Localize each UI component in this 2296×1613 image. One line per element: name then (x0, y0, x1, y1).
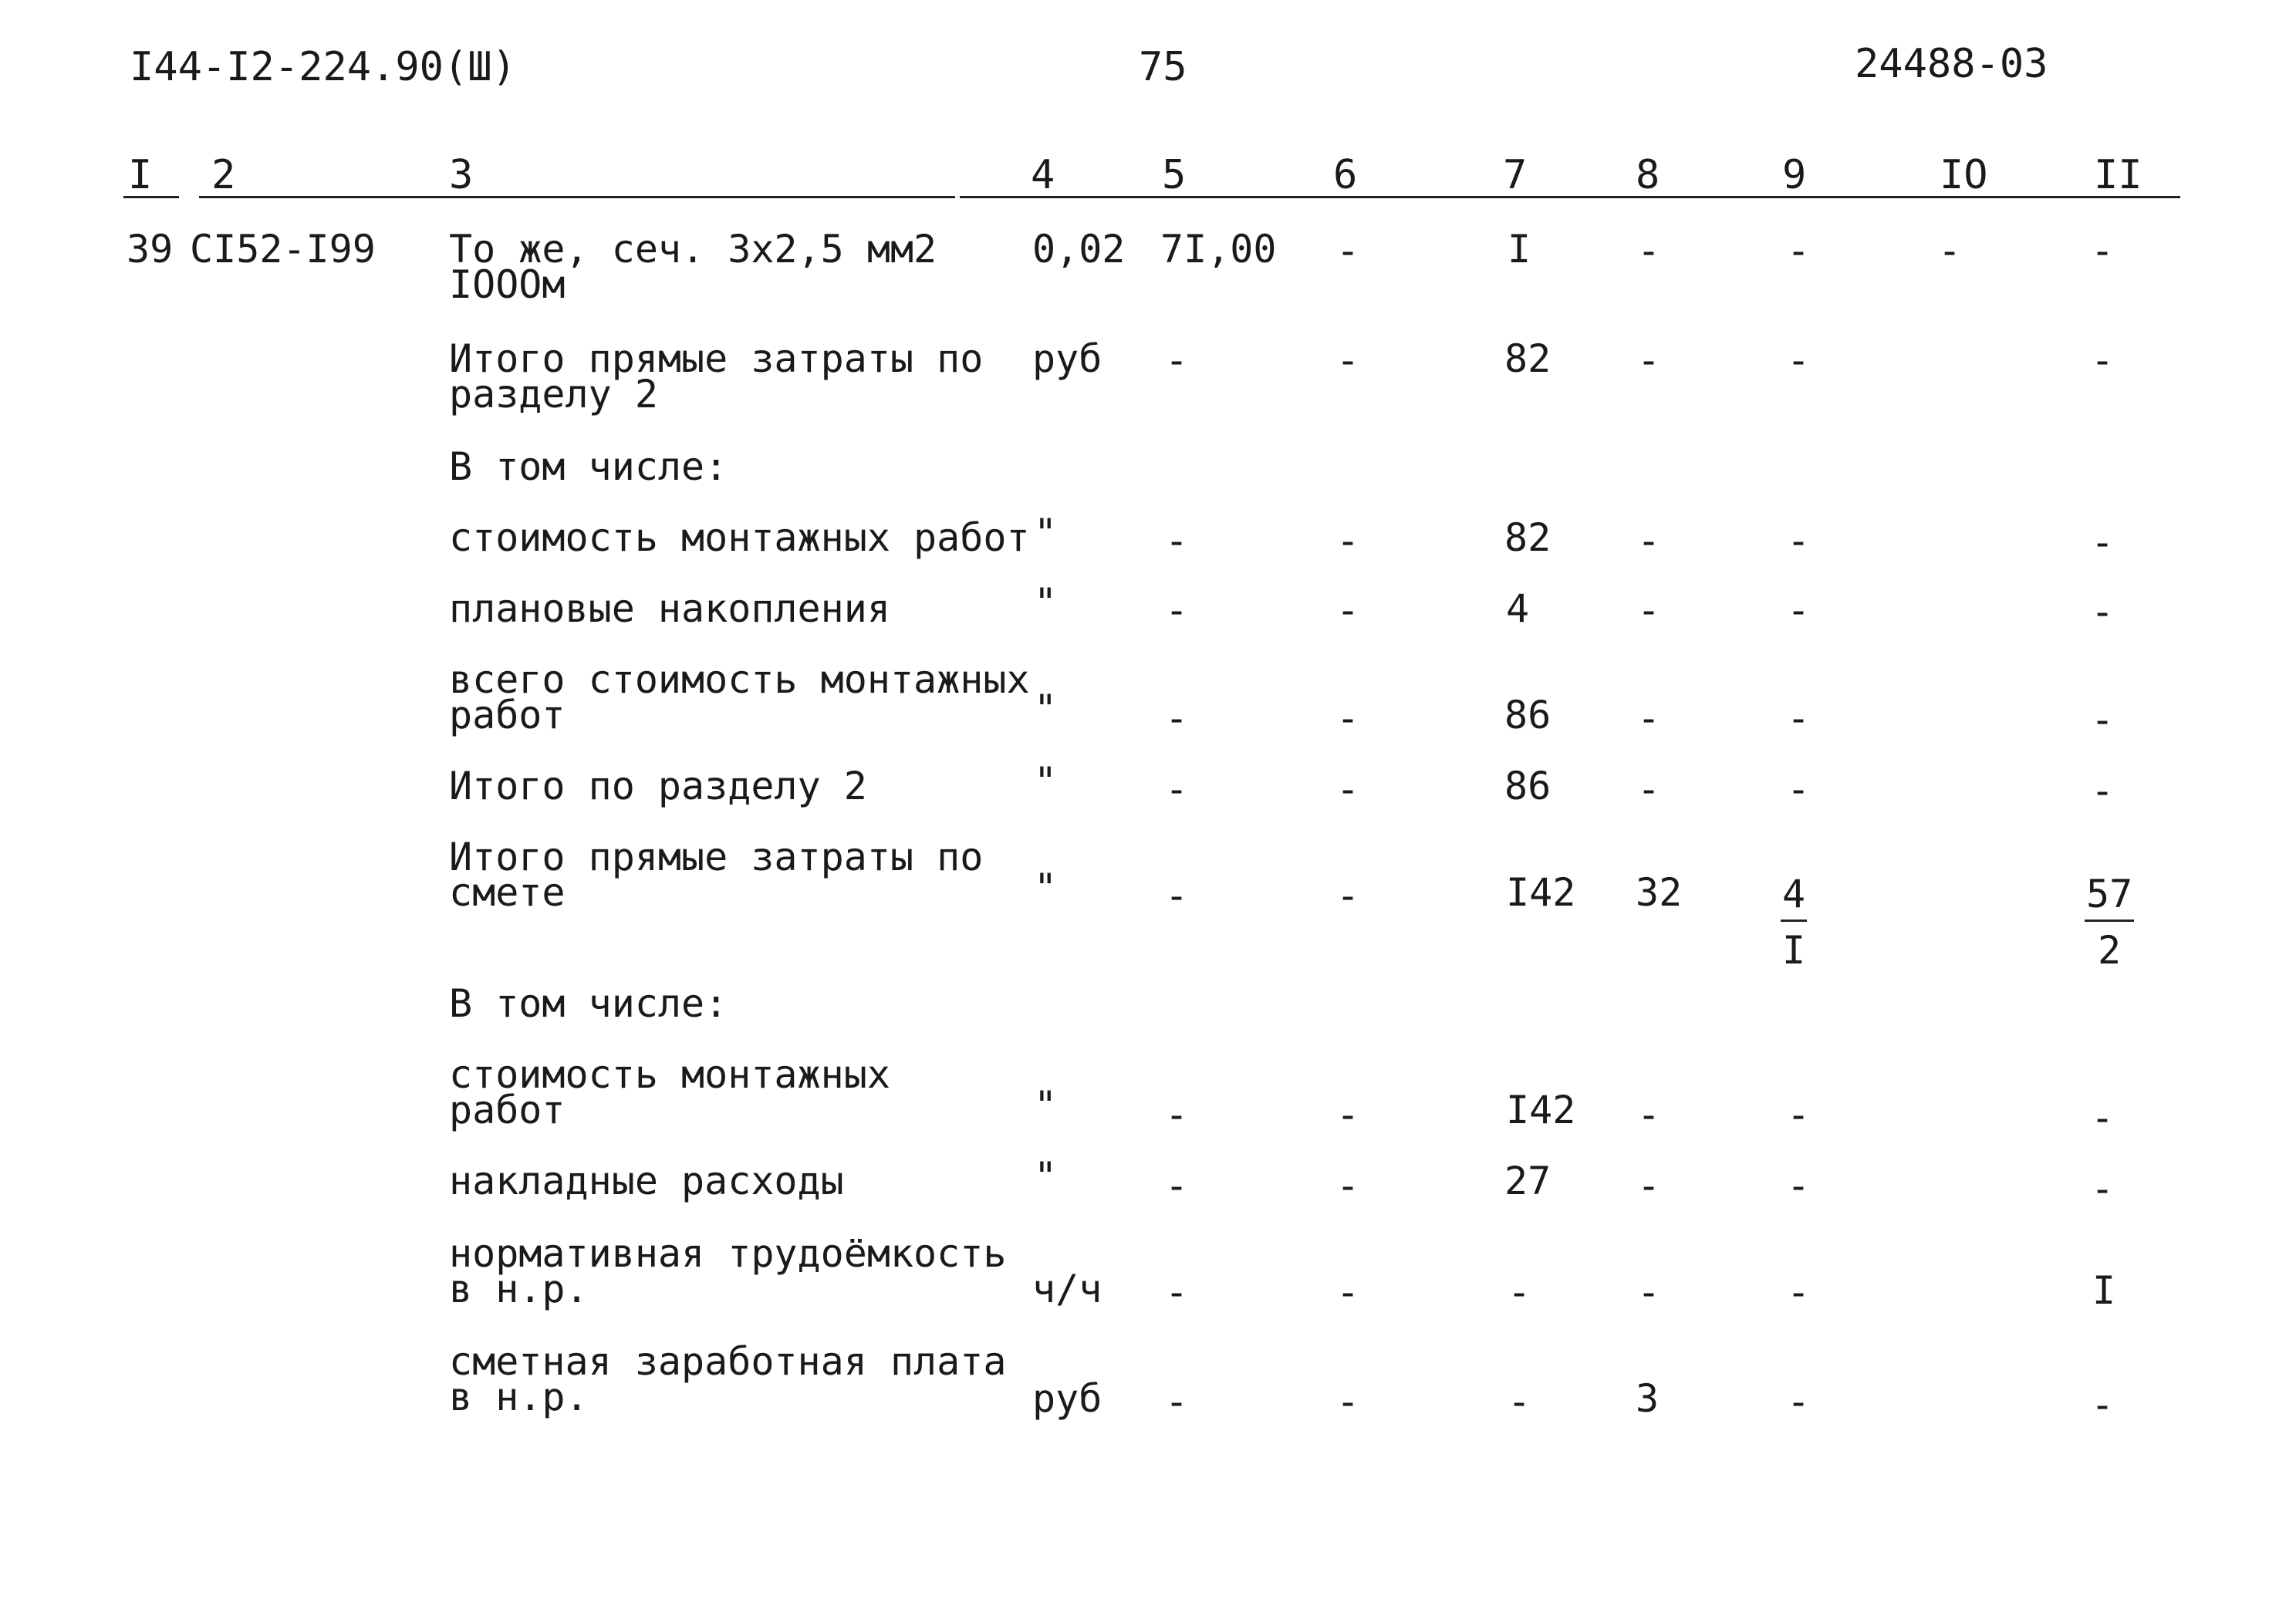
cell-col9: - (1787, 1270, 1811, 1314)
cell-col7: 4 (1506, 586, 1530, 631)
cell-col9: - (1787, 767, 1811, 812)
cell-col8: - (1637, 228, 1661, 273)
fraction-numerator: 57 (2085, 875, 2134, 922)
cell-col8: 32 (1636, 870, 1683, 915)
cell-col8: - (1637, 1270, 1661, 1314)
cell-col9: - (1787, 1379, 1811, 1424)
cell-col11: - (2091, 228, 2115, 273)
cell-col4: руб (1032, 336, 1102, 381)
fraction-numerator: 4 (1781, 875, 1807, 922)
cell-col11: - (2091, 697, 2115, 742)
cell-col11: - (2091, 338, 2115, 383)
fraction-denominator: I (1782, 928, 1806, 973)
item-name: работ (449, 693, 566, 737)
cell-col7: 86 (1504, 693, 1551, 737)
cell-col6: - (1336, 518, 1360, 563)
item-name: стоимость монтажных работ (449, 515, 1030, 560)
cell-col7: 86 (1504, 764, 1551, 808)
column-header: 7 (1503, 152, 1528, 198)
cell-col7: - (1508, 1270, 1531, 1314)
cell-col8: - (1637, 1092, 1661, 1137)
item-name: Итого прямые затраты по (449, 835, 984, 879)
section-subheading: В том числе: (449, 444, 728, 489)
fraction-col9 (1781, 872, 1807, 973)
cell-col7: 27 (1504, 1159, 1551, 1203)
cell-col8: - (1637, 1163, 1661, 1208)
cell-col11: - (2091, 589, 2115, 634)
cell-col9: - (1787, 518, 1811, 563)
cell-col4: " (1034, 687, 1058, 731)
column-header: 4 (1031, 152, 1055, 198)
cell-col4: ч/ч (1032, 1267, 1102, 1311)
fraction-denominator: 2 (2098, 928, 2122, 973)
page-number: 75 (1139, 44, 1187, 90)
cell-col10: - (1938, 228, 1962, 273)
cell-col5: - (1165, 1092, 1189, 1137)
item-name: сметная заработная плата (449, 1339, 1007, 1384)
cell-col6: - (1336, 873, 1360, 918)
item-name: смете (449, 870, 566, 915)
cell-col4: " (1034, 580, 1058, 625)
cell-col7: I42 (1506, 1088, 1576, 1132)
cell-col6: - (1336, 696, 1360, 741)
cell-col5: - (1165, 518, 1189, 563)
cell-col5: - (1165, 873, 1189, 918)
cell-col4: руб (1032, 1376, 1102, 1421)
cell-col5: - (1165, 338, 1189, 383)
cell-col5: - (1165, 696, 1189, 741)
section-subheading: В том числе: (449, 981, 728, 1026)
cell-col11: - (2091, 768, 2115, 813)
column-header: 3 (449, 152, 474, 198)
cell-col11: - (2091, 1095, 2115, 1140)
cell-col5: - (1165, 1270, 1189, 1314)
cell-col4: 0,02 (1032, 227, 1126, 272)
cell-col4: " (1034, 759, 1058, 804)
cell-col7: I (1508, 227, 1531, 272)
cell-col4: " (1034, 1154, 1058, 1199)
cell-col6: - (1336, 228, 1360, 273)
column-header: 6 (1333, 152, 1358, 198)
item-name: работ (449, 1088, 566, 1132)
cell-col4: " (1034, 511, 1058, 555)
cell-col6: - (1336, 1092, 1360, 1137)
cell-col9: - (1787, 1163, 1811, 1208)
item-name: Итого по разделу 2 (449, 764, 867, 808)
item-name: накладные расходы (449, 1159, 844, 1203)
column-header: 8 (1636, 152, 1660, 198)
fraction-col11 (2085, 872, 2134, 973)
cell-col11: - (2091, 1382, 2115, 1427)
cell-col9: - (1787, 588, 1811, 633)
cell-col5: - (1165, 588, 1189, 633)
header-rule (123, 196, 179, 198)
cell-col7: I42 (1506, 870, 1576, 915)
cell-col5: - (1165, 767, 1189, 812)
cell-col8: - (1637, 588, 1661, 633)
cell-col5: - (1165, 1379, 1189, 1424)
item-name: Итого прямые затраты по (449, 336, 984, 381)
item-name: плановые накопления (449, 586, 890, 631)
column-header: IO (1940, 152, 1988, 198)
cell-col5: 7I,00 (1160, 227, 1277, 272)
cell-col6: - (1336, 1163, 1360, 1208)
cell-col4: " (1034, 1083, 1058, 1128)
item-name: То же, сеч. 3х2,5 мм2 (449, 227, 937, 272)
cell-col7: 82 (1504, 336, 1551, 381)
item-code: CI52-I99 (190, 227, 376, 272)
cell-col11: - (2091, 1166, 2115, 1211)
item-name: нормативная трудоёмкость (449, 1231, 1007, 1276)
column-header: 2 (211, 152, 236, 198)
item-name: в н.р. (449, 1267, 589, 1311)
item-name: разделу 2 (449, 372, 658, 417)
item-name: всего стоимость монтажных (449, 657, 1030, 702)
item-name: IOOOм (449, 262, 566, 307)
header-rule (960, 196, 2180, 198)
cell-col8: - (1637, 767, 1661, 812)
row-number: 39 (127, 227, 174, 272)
cell-col9: - (1787, 1092, 1811, 1137)
cell-col8: - (1637, 696, 1661, 741)
item-name: стоимость монтажных (449, 1052, 890, 1097)
cell-col6: - (1336, 1270, 1360, 1314)
cell-col7: 82 (1504, 515, 1551, 560)
cell-col8: - (1637, 338, 1661, 383)
cell-col11: - (2091, 520, 2115, 565)
column-header: II (2094, 152, 2142, 198)
header-rule (199, 196, 955, 198)
item-name: в н.р. (449, 1375, 589, 1419)
column-header: 9 (1782, 152, 1807, 198)
cell-col6: - (1336, 588, 1360, 633)
column-header: 5 (1162, 152, 1187, 198)
document-code: I44-I2-224.90(Ш) (130, 44, 516, 90)
cell-col9: - (1787, 228, 1811, 273)
cell-col6: - (1336, 1379, 1360, 1424)
cell-col8: - (1637, 518, 1661, 563)
cell-col8: 3 (1636, 1376, 1660, 1421)
cell-col6: - (1336, 767, 1360, 812)
cell-col5: - (1165, 1163, 1189, 1208)
cell-col4: " (1034, 866, 1058, 910)
cell-col9: - (1787, 338, 1811, 383)
cell-col9: - (1787, 696, 1811, 741)
sheet-code: 24488-03 (1855, 41, 2048, 87)
cell-col11: I (2092, 1268, 2116, 1313)
cell-col6: - (1336, 338, 1360, 383)
cell-col7: - (1508, 1379, 1531, 1424)
column-header: I (128, 152, 153, 198)
